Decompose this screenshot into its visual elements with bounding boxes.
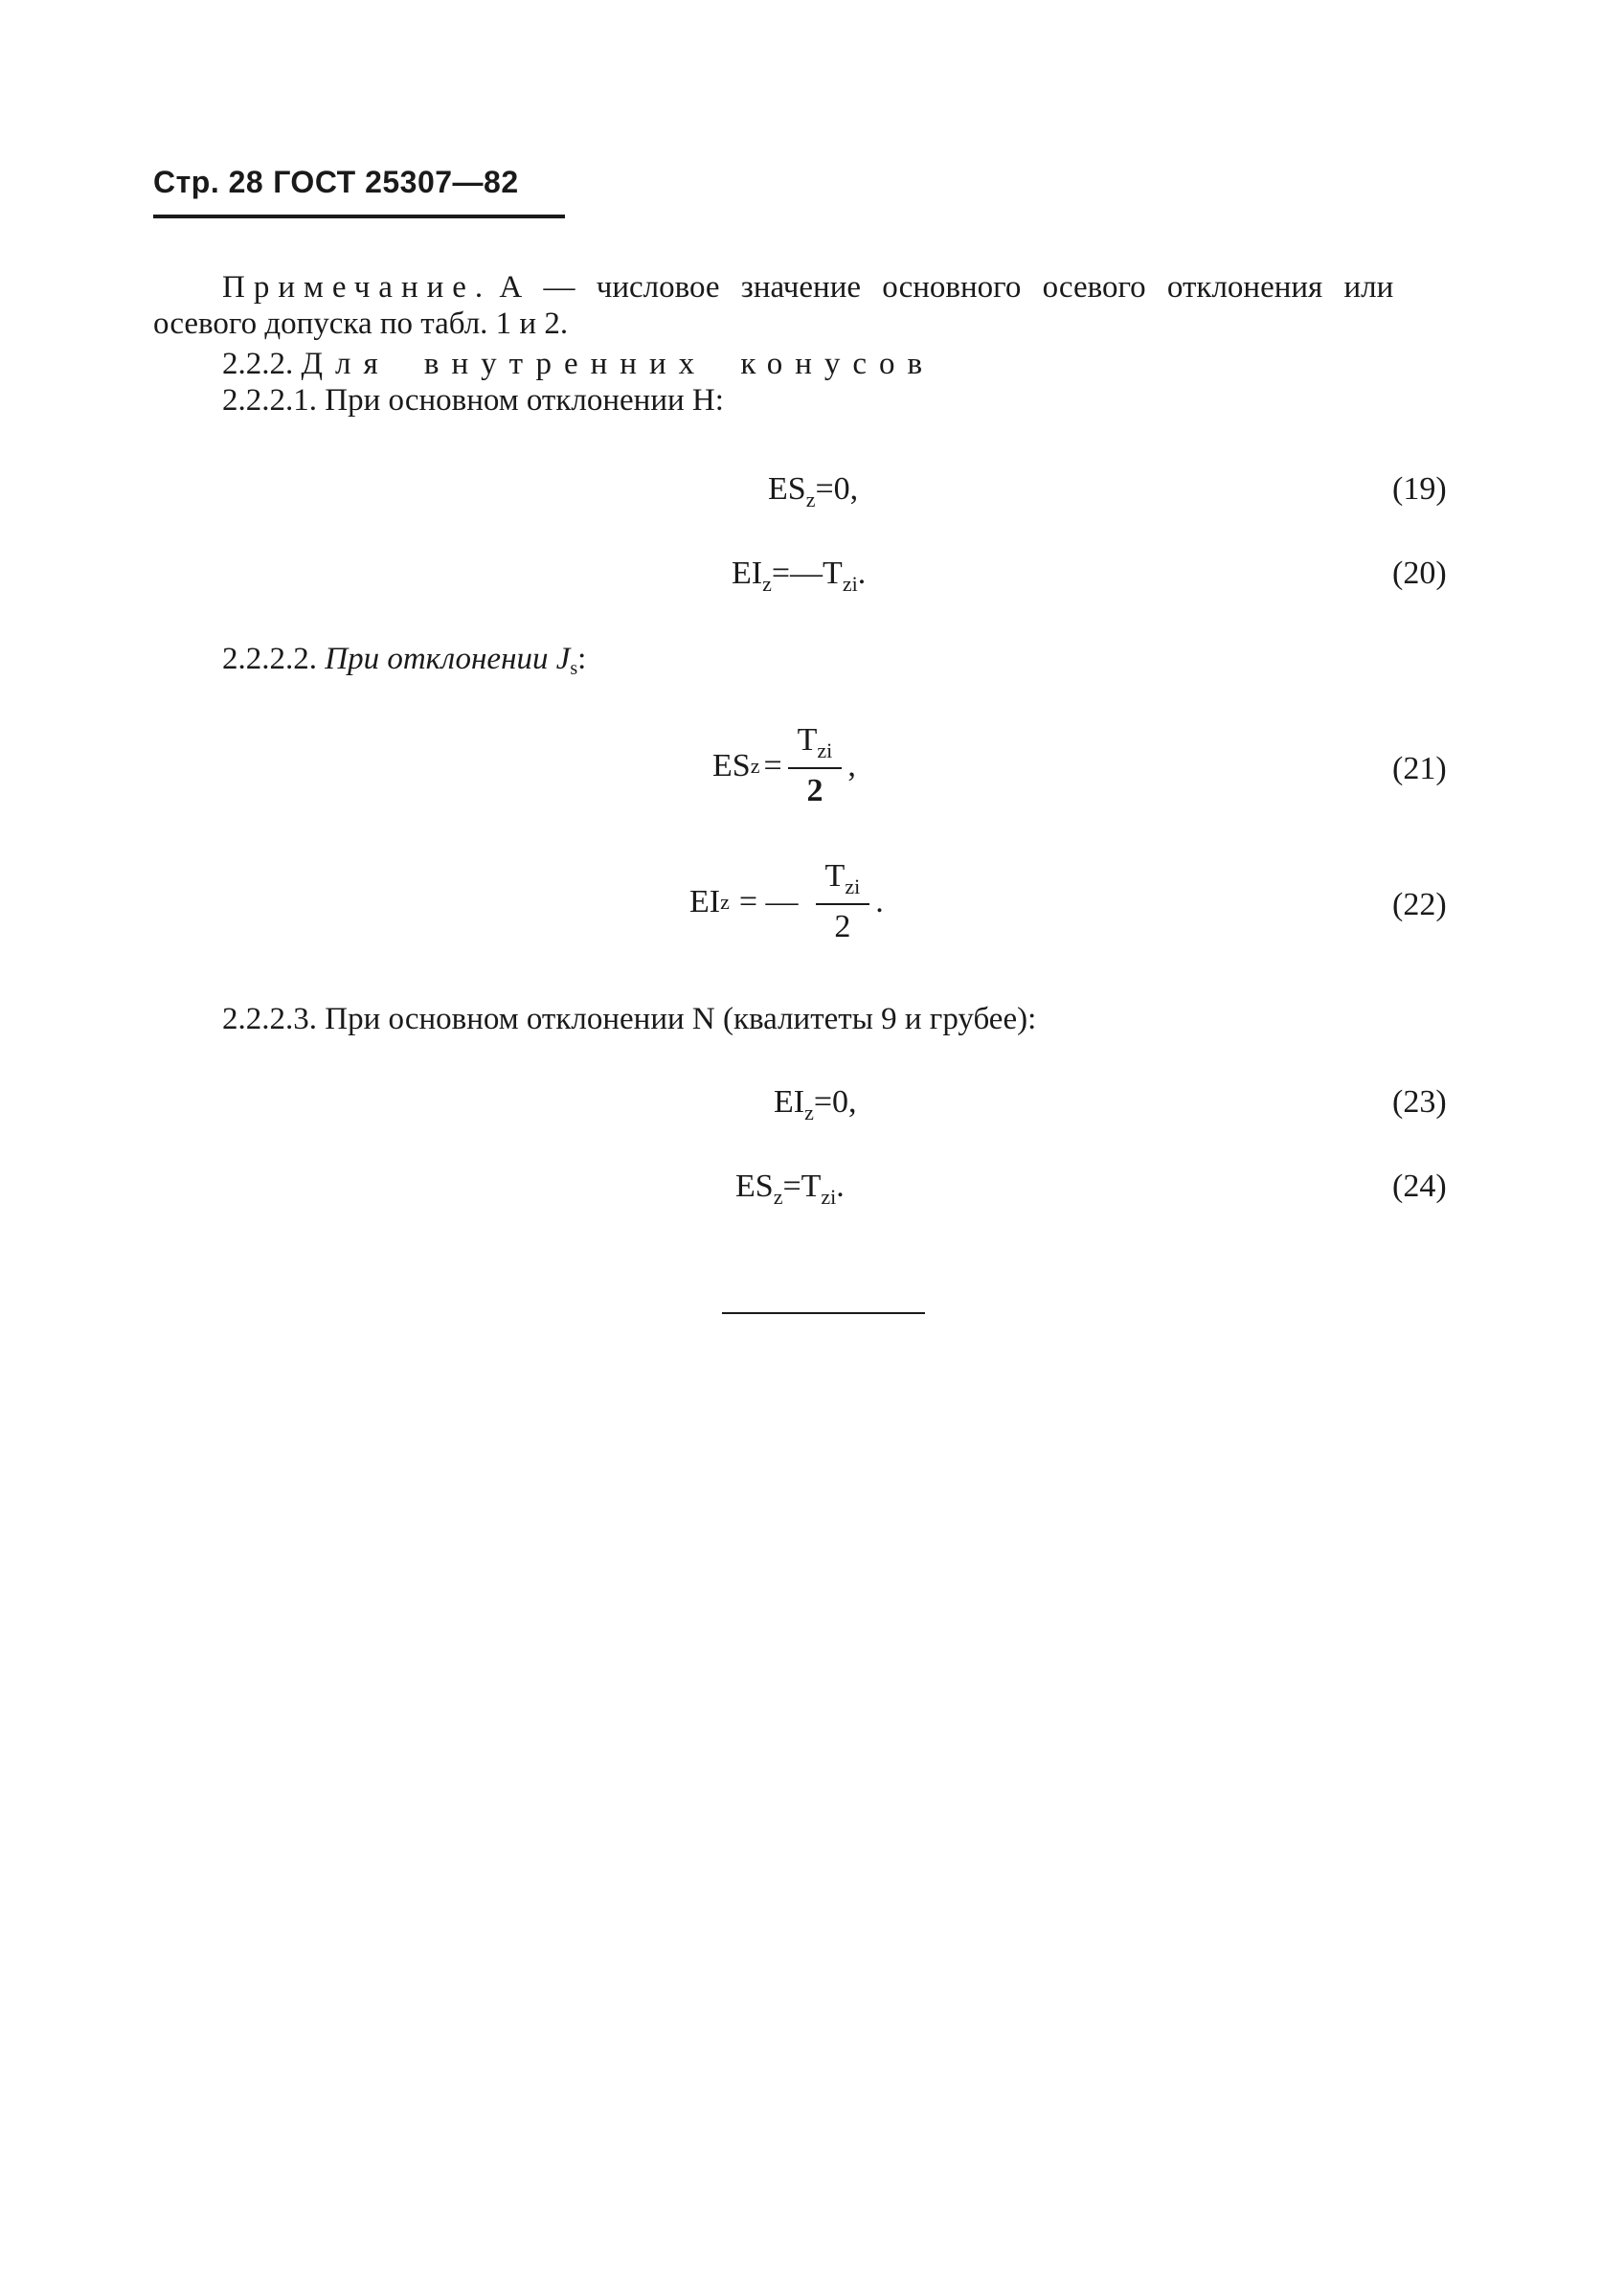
section-heading-222 [222,349,935,380]
end-rule [722,1312,925,1314]
note-line-2: осевого допуска по табл. 1 и 2. [153,306,569,341]
page-header [153,165,519,200]
header-rule [153,215,565,218]
note-line-1 [222,272,1393,304]
formula-23: $EI_z=0$, [774,1084,857,1124]
page-label: Стр. 28 [153,165,264,199]
formula-20: $EI_z=—T_{zi}$. [732,556,867,596]
equation-number-19: (19) [1392,471,1447,507]
standard-number: ГОСТ 25307—82 [273,165,519,199]
fraction-22: $\frac{T_{zi}}{2}$ [816,860,870,943]
fraction-21: $\frac{T_{zi}}{2}$ [788,724,843,807]
formula-22: EI z = — $\frac{T_{zi}}{2}$ . [689,858,884,944]
equation-number-24: (24) [1392,1169,1447,1204]
section-title-222: Для внутренних конусов [301,347,936,381]
section-number-222: 2.2.2. [222,347,294,381]
formula-24: $ES_z=T_{zi}$. [735,1169,845,1209]
section-heading-2222: 2.2.2.2. При отклонении $J_s$: [222,642,587,679]
equation-number-21: (21) [1392,751,1447,786]
formula-19: $ES_z=0$, [768,471,859,511]
equation-number-23: (23) [1392,1084,1447,1120]
note-label: Примечание. [222,270,492,305]
formula-21: ES z = $\frac{T_{zi}}{2}$ , [712,722,856,808]
section-heading-2223: 2.2.2.3. При основном отклонении N (квалитеты 9 и грубее): [222,1002,1037,1036]
equation-number-20: (20) [1392,556,1447,591]
equation-number-22: (22) [1392,887,1447,922]
section-heading-2221: 2.2.2.1. При основном отклонении H: [222,383,724,418]
note-text-1: А — числовое значение основного осевого отклонения или [499,270,1394,305]
